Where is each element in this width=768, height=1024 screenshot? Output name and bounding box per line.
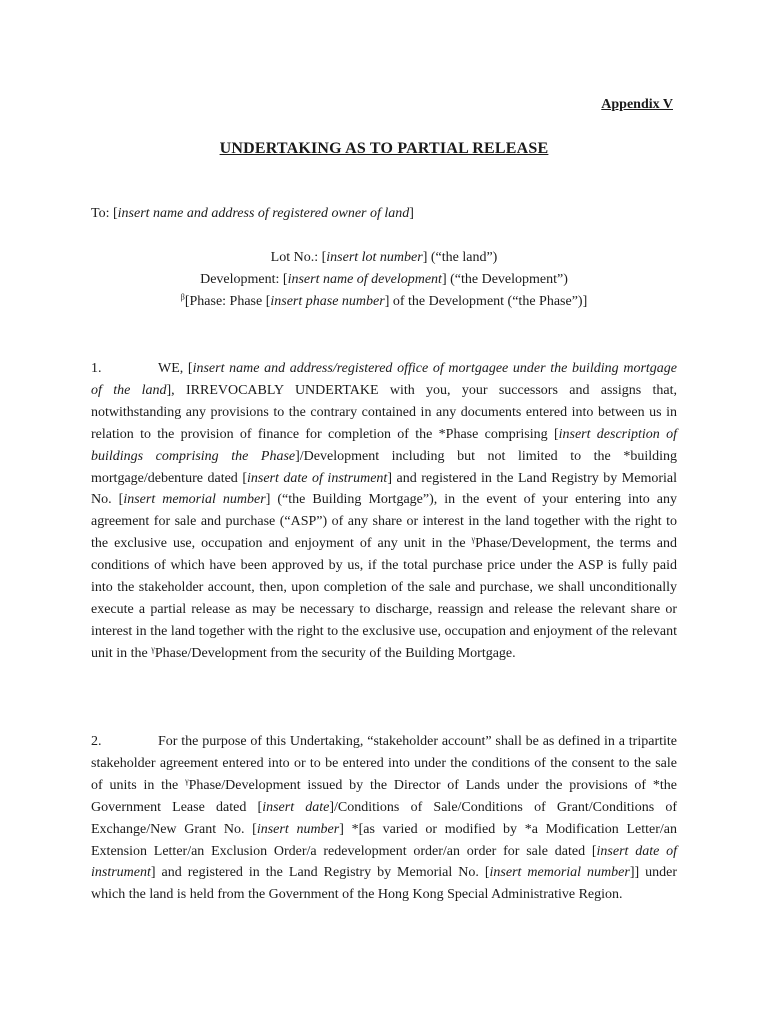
phase-line bbox=[0, 294, 768, 310]
paragraph-1-text: WE, [ bbox=[158, 361, 193, 376]
addressee-placeholder: insert name and address of registered owner of land bbox=[117, 206, 410, 221]
paragraph-2-placeholder: insert date of instrument bbox=[91, 843, 677, 881]
paragraph-2-text: For the purpose of this Undertaking, “stakeholder account” shall be as defined in a tripartite stakeholder agreement entered into or to be entered into under the conditions of the consent to the sale of units in the bbox=[91, 734, 677, 793]
phase-prefix: [Phase: Phase [ bbox=[184, 294, 271, 309]
paragraph-1-text: ] (“the Building Mortgage”), in the event of your entering into any agreement for sale and purchase (“ASP”) of any share or interest in the land together with the right to the exclusive use, occupation and enjoyment of any unit in the bbox=[91, 492, 677, 552]
paragraph-2-text: ]/Conditions of Sale/Conditions of Grant/Conditions of Exchange/New Grant No. [ bbox=[91, 799, 677, 837]
paragraph-1-placeholder: insert memorial number bbox=[123, 492, 266, 508]
phase-suffix: ] of the Development (“the Phase”)] bbox=[384, 294, 588, 309]
paragraph-1-text: ]/Development including but not limited to the *building mortgage/debenture dated [ bbox=[91, 448, 677, 486]
lot-prefix: Lot No.: [ bbox=[270, 250, 327, 265]
lot-suffix: ] (“the land”) bbox=[422, 250, 498, 265]
phase-mark: β bbox=[180, 292, 185, 302]
paragraph-2-number: 2. bbox=[91, 734, 102, 749]
paragraph-2-text: Phase/Development issued by the Director of Lands under the provisions of *the Government Lease dated [ bbox=[91, 777, 677, 815]
phase-placeholder: insert phase number bbox=[270, 294, 385, 309]
paragraph-2-placeholder: insert memorial number bbox=[489, 865, 630, 881]
lot-line bbox=[0, 250, 768, 266]
development-prefix: Development: [ bbox=[200, 272, 288, 287]
paragraph-1-placeholder: insert name and address/registered office of mortgagee under the building mortgage of the land bbox=[91, 361, 677, 398]
addressee-prefix: To: [ bbox=[91, 206, 118, 221]
paragraph-1-text: ] and registered in the Land Registry by Memorial No. [ bbox=[91, 470, 677, 508]
paragraph-2-placeholder: insert date bbox=[262, 799, 330, 815]
development-suffix: ] (“the Development”) bbox=[441, 272, 568, 287]
paragraph-1-text: ], IRREVOCABLY UNDERTAKE with you, your successors and assigns that, notwithstanding any provisions to the contrary contained in any documents entered into between us in relation to the provision of finance for completion of the *Phase comprising [ bbox=[91, 382, 678, 442]
development-line bbox=[0, 272, 768, 288]
paragraph-1 bbox=[91, 358, 677, 665]
paragraph-2-text: ] *[as varied or modified by *a Modification Letter/an Extension Letter/an Exclusion Order/a redevelopment order/an order for sale dated [ bbox=[91, 821, 677, 859]
paragraph-1-text: Phase/Development from the security of the Building Mortgage. bbox=[154, 645, 516, 661]
paragraph-1-placeholder: insert date of instrument bbox=[246, 470, 388, 486]
paragraph-2-placeholder: insert number bbox=[256, 821, 340, 837]
addressee-suffix: ] bbox=[409, 206, 414, 221]
addressee-line bbox=[91, 206, 414, 222]
development-placeholder: insert name of development bbox=[287, 272, 442, 287]
appendix-label: Appendix V bbox=[601, 97, 673, 112]
paragraph-2-text: ]] under which the land is held from the Government of the Hong Kong Special Administrative Region. bbox=[91, 865, 678, 903]
paragraph-1-text: Phase/Development, the terms and conditions of which have been approved by us, if the total purchase price under the ASP is fully paid into the stakeholder account, then, upon completion of the sale and purchase, we shall unconditionally execute a partial release as may be necessary to discharge, reassign and release the relevant share or interest in the land together with the right to the exclusive use, occupation and enjoyment of the relevant unit in the bbox=[91, 536, 677, 661]
paragraph-2-text: ] and registered in the Land Registry by Memorial No. [ bbox=[150, 865, 490, 881]
paragraph-1-number: 1. bbox=[91, 361, 102, 376]
footnote-mark: γ bbox=[185, 776, 189, 786]
footnote-mark: γ bbox=[151, 644, 155, 654]
footnote-mark: γ bbox=[471, 534, 476, 544]
paragraph-2 bbox=[91, 731, 677, 906]
paragraph-1-placeholder: insert description of buildings comprising the Phase bbox=[91, 426, 678, 464]
document-title: UNDERTAKING AS TO PARTIAL RELEASE bbox=[219, 140, 549, 157]
lot-placeholder: insert lot number bbox=[326, 250, 423, 265]
